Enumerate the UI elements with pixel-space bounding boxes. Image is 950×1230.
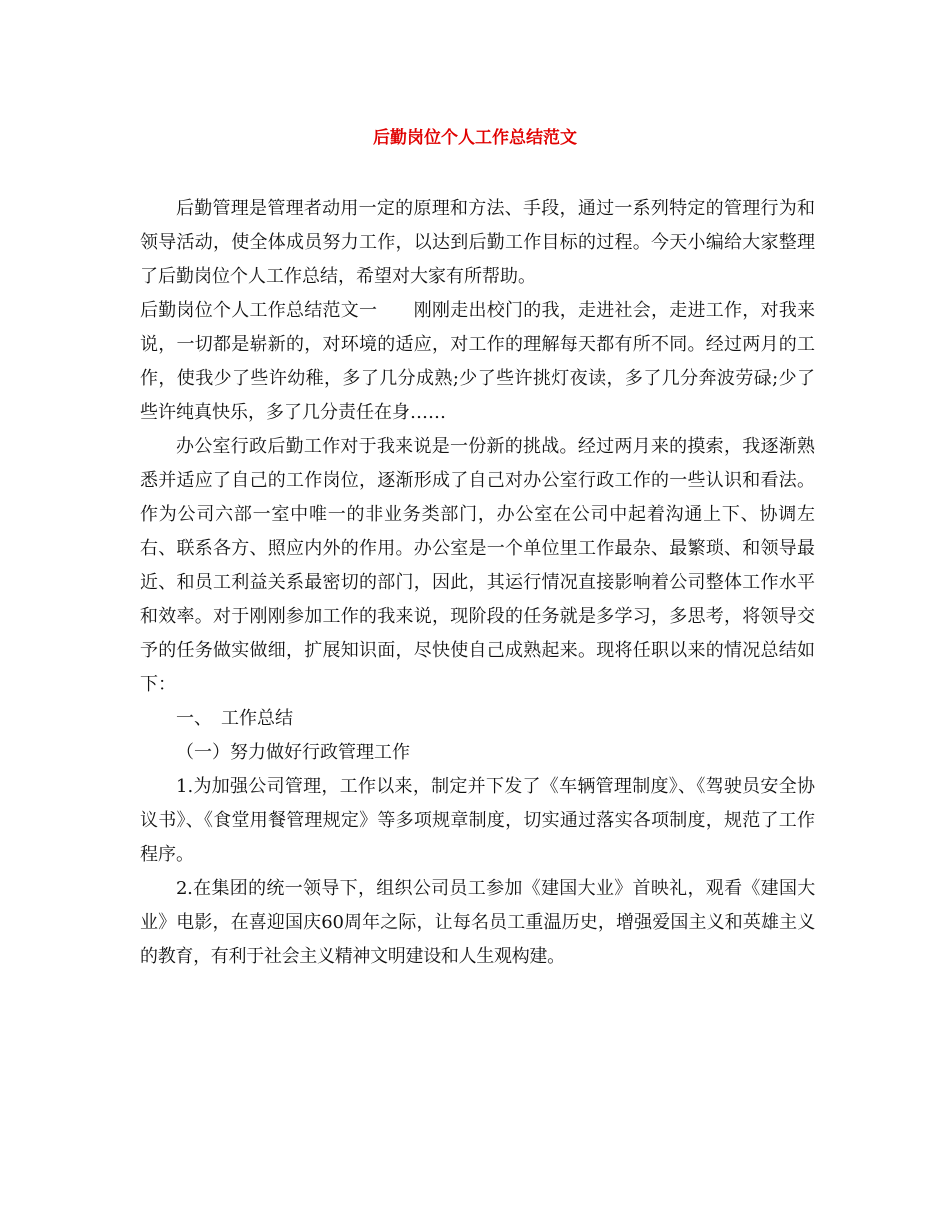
list-item-1: 1.为加强公司管理，工作以来，制定并下发了《车辆管理制度》、《驾驶员安全协议书》、《食堂用餐管理规定》等多项规章制度，切实通过落实各项制度，规范了工作程序。 [140,776,815,865]
document-title: 后勤岗位个人工作总结范文 [373,128,577,148]
paragraph-intro: 后勤管理是管理者动用一定的原理和方法、手段，通过一系列特定的管理行为和领导活动，使全体成员努力工作，以达到后勤工作目标的过程。今天小编给大家整理了后勤岗位个人工作总结，希望对大家有所帮助。 [140,198,815,287]
document-body [140,192,815,974]
subsection-heading-admin: （一）努力做好行政管理工作 [176,742,410,763]
section-heading-work-summary: 一、 工作总结 [176,708,293,729]
paragraph-sample-one: 后勤岗位个人工作总结范文一 刚刚走出校门的我，走进社会，走进工作，对我来说，一切都是崭新的，对环境的适应，对工作的理解每天都有所不同。经过两月的工作，使我少了些许幼稚，多了几分成熟;少了些许挑灯夜读，多了几分奔波劳碌;少了些许纯真快乐，多了几分责任在身…… [140,300,816,423]
list-item-2: 2.在集团的统一领导下，组织公司员工参加《建国大业》首映礼，观看《建国大业》电影，在喜迎国庆60周年之际，让每名员工重温历史，增强爱国主义和英雄主义的教育，有利于社会主义精神文明建设和人生观构建。 [140,878,815,967]
paragraph-office-work: 办公室行政后勤工作对于我来说是一份新的挑战。经过两月来的摸索，我逐渐熟悉并适应了自己的工作岗位，逐渐形成了自己对办公室行政工作的一些认识和看法。作为公司六部一室中唯一的非业务类部门，办公室在公司中起着沟通上下、协调左右、联系各方、照应内外的作用。办公室是一个单位里工作最杂、最繁琐、和领导最近、和员工利益关系最密切的部门，因此，其运行情况直接影响着公司整体工作水平和效率。对于刚刚参加工作的我来说，现阶段的任务就是多学习，多思考，将领导交予的任务做实做细，扩展知识面，尽快使自己成熟起来。现将任职以来的情况总结如下： [140,436,815,695]
